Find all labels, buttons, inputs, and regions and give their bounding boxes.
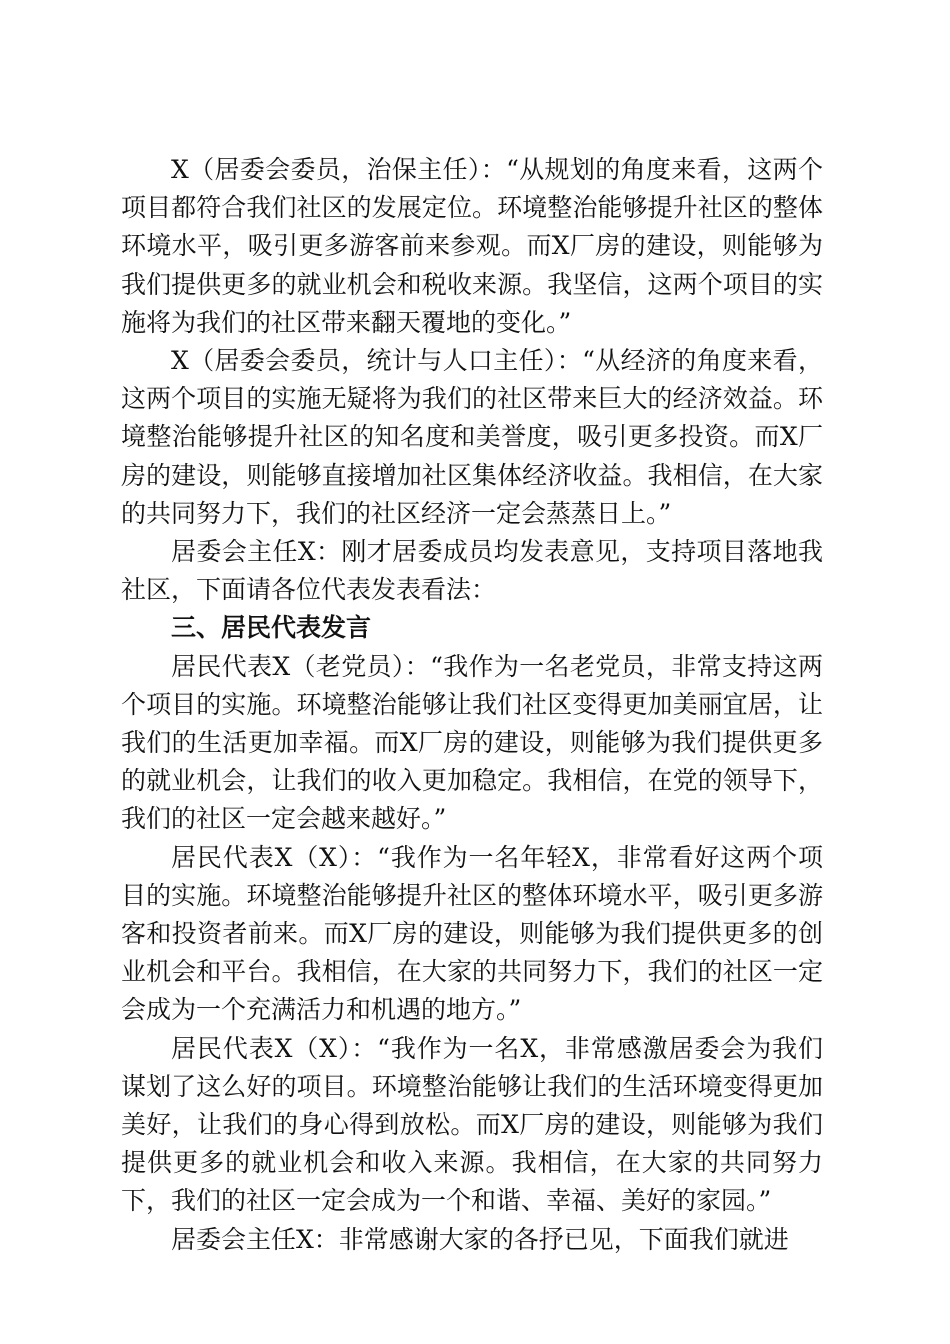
- paragraph-resident-veteran: 居民代表X（老党员）：“我作为一名老党员，非常支持这两个项目的实施。环境整治能够让我们社区变得更加美丽宜居，让我们的生活更加幸福。而X厂房的建设，则能够为我们提供更多的就业机会，让我们的收入更加稳定。我相信，在党的领导下，我们的社区一定会越来越好。”: [121, 651, 823, 834]
- paragraph-director-closing: 居委会主任X：非常感谢大家的各抒已见，下面我们就进: [171, 1224, 789, 1254]
- paragraph-director-transition: 居委会主任X：刚才居委成员均发表意见，支持项目落地我社区，下面请各位代表发表看法：: [121, 537, 823, 605]
- section-heading: 三、居民代表发言: [171, 613, 372, 643]
- paragraph-resident-grateful: 居民代表X（X）：“我作为一名X，非常感激居委会为我们谋划了这么好的项目。环境整治能够让我们的生活环境变得更加美好，让我们的身心得到放松。而X厂房的建设，则能够为我们提供更多的就业机会和收入来源。我相信，在大家的共同努力下，我们的社区一定会成为一个和谐、幸福、美好的家园。”: [121, 1033, 823, 1216]
- paragraph-resident-youth: 居民代表X（X）：“我作为一名年轻X，非常看好这两个项目的实施。环境整治能够提升社区的整体环境水平，吸引更多游客和投资者前来。而X厂房的建设，则能够为我们提供更多的创业机会和平台。我相信，在大家的共同努力下，我们的社区一定会成为一个充满活力和机遇的地方。”: [121, 842, 823, 1025]
- paragraph-security-director: X（居委会委员，治保主任）：“从规划的角度来看，这两个项目都符合我们社区的发展定位。环境整治能够提升社区的整体环境水平，吸引更多游客前来参观。而X厂房的建设，则能够为我们提供更多的就业机会和税收来源。我坚信，这两个项目的实施将为我们的社区带来翻天覆地的变化。”: [121, 155, 823, 337]
- document-body: [121, 151, 823, 1259]
- paragraph-statistics-director: X（居委会委员，统计与人口主任）：“从经济的角度来看，这两个项目的实施无疑将为我们的社区带来巨大的经济效益。环境整治能够提升社区的知名度和美誉度，吸引更多投资。而X厂房的建设，则能够直接增加社区集体经济收益。我相信，在大家的共同努力下，我们的社区经济一定会蒸蒸日上。”: [121, 346, 823, 528]
